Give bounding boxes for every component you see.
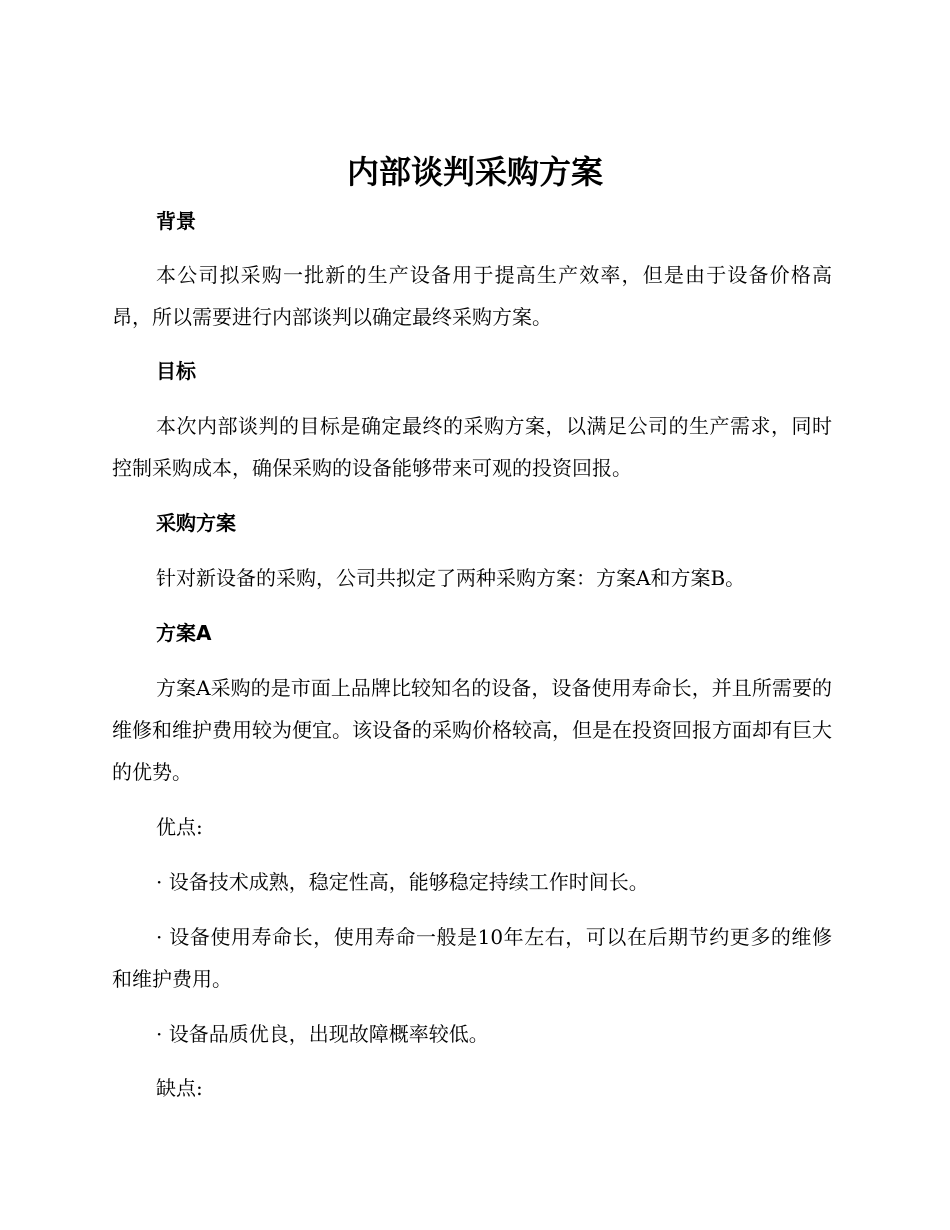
pros-list-item: · 设备技术成熟，稳定性高，能够稳定持续工作时间长。 xyxy=(156,870,649,894)
section-heading-plan: 采购方案 xyxy=(156,511,236,535)
pros-list-item: · 设备使用寿命长，使用寿命一般是10年左右，可以在后期节约更多的维修和维护费用。 xyxy=(112,925,832,991)
paragraph-plan: 针对新设备的采购，公司共拟定了两种采购方案：方案A和方案B。 xyxy=(156,566,746,590)
cons-label: 缺点: xyxy=(156,1076,203,1100)
pros-list-item: · 设备品质优良，出现故障概率较低。 xyxy=(156,1022,489,1046)
section-heading-background: 背景 xyxy=(156,209,196,233)
section-heading-goal: 目标 xyxy=(156,359,196,383)
document-title: 内部谈判采购方案 xyxy=(346,153,603,191)
pros-label: 优点: xyxy=(156,815,203,839)
section-heading-plan-a: 方案A xyxy=(156,621,212,645)
paragraph-plan-a: 方案A采购的是市面上品牌比较知名的设备，设备使用寿命长，并且所需要的维修和维护费用较为便宜。该设备的采购价格较高，但是在投资回报方面却有巨大的优势。 xyxy=(112,676,832,784)
paragraph-background: 本公司拟采购一批新的生产设备用于提高生产效率，但是由于设备价格高昂，所以需要进行内部谈判以确定最终采购方案。 xyxy=(112,263,832,329)
paragraph-goal: 本次内部谈判的目标是确定最终的采购方案，以满足公司的生产需求，同时控制采购成本，确保采购的设备能够带来可观的投资回报。 xyxy=(112,414,832,480)
